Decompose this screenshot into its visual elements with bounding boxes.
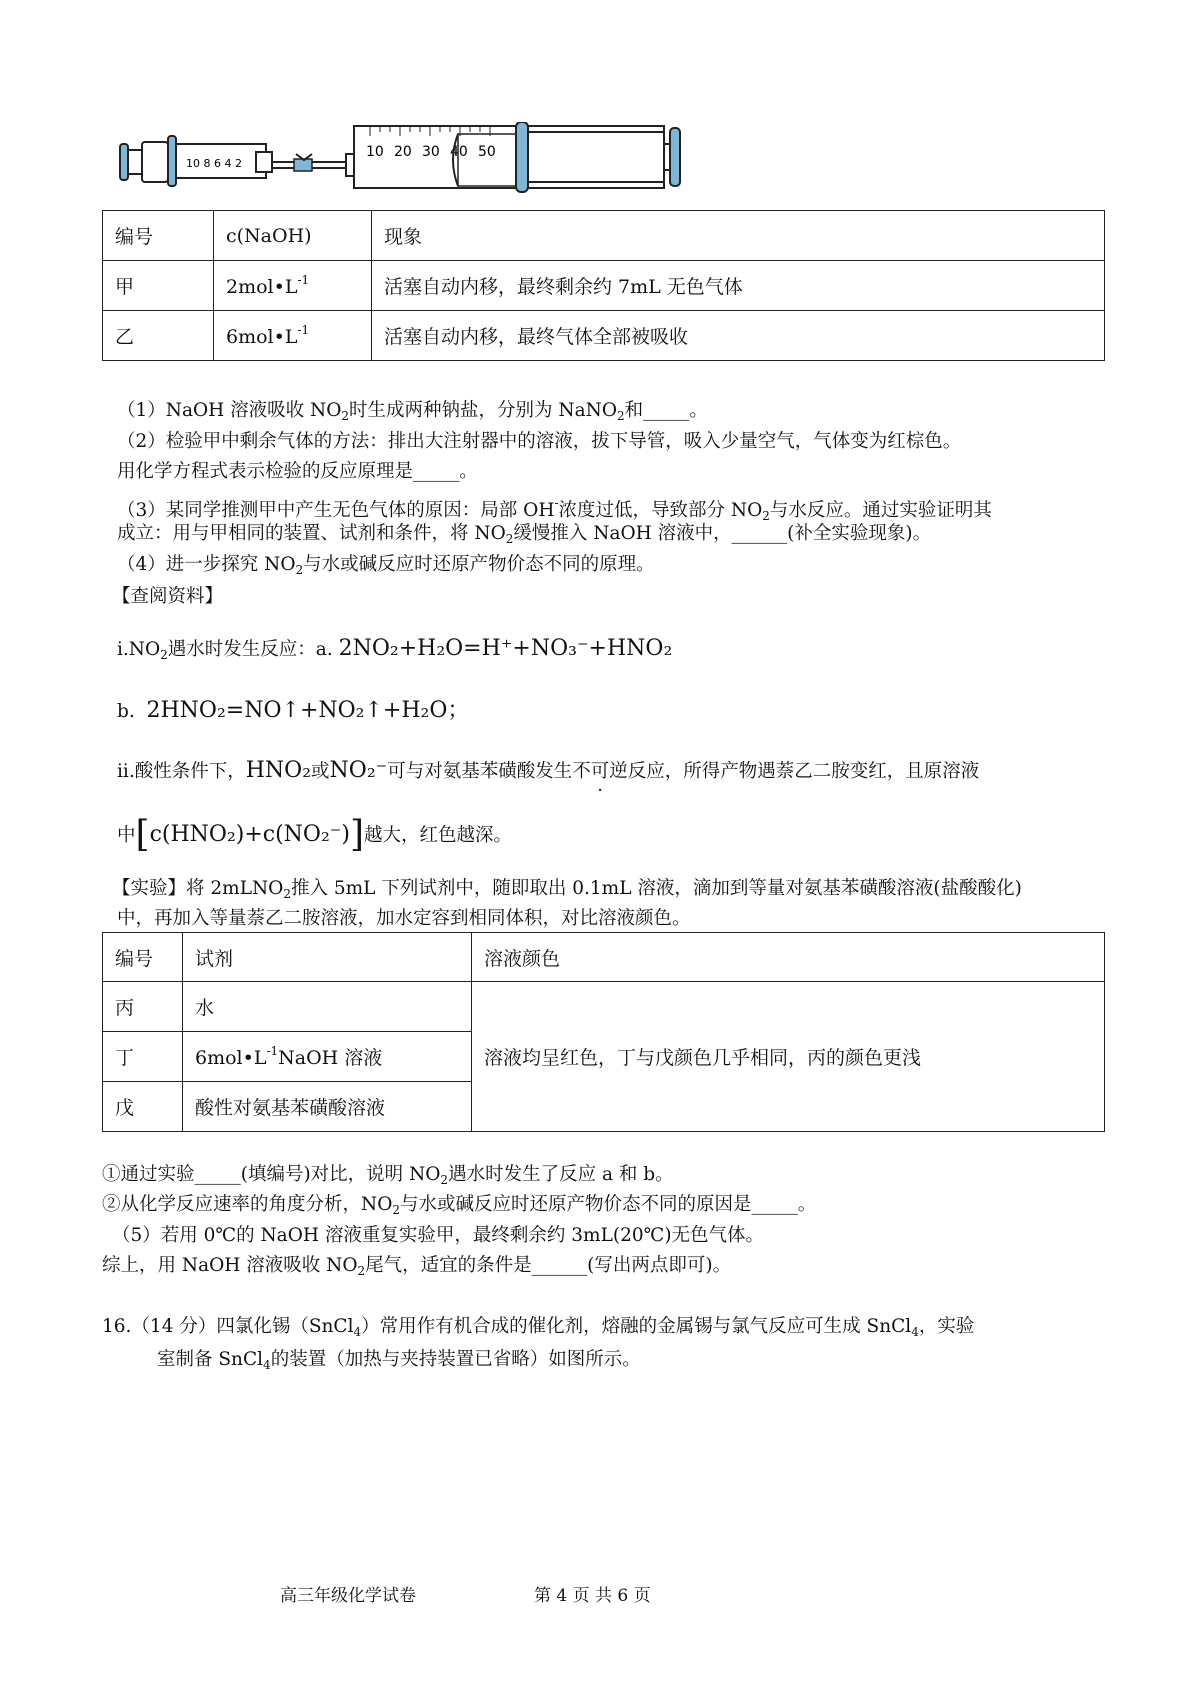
reference-b: b. 2HNO₂=NO↑+NO₂↑+H₂O； bbox=[117, 698, 470, 723]
sub-question-2: ②从化学反应速率的角度分析，$NO_2$与水或碱反应时还原产物价态不同的原因是_____。 bbox=[102, 1194, 817, 1217]
syringe-apparatus-figure bbox=[118, 122, 738, 202]
large-syringe-tick-10: 10 bbox=[366, 144, 384, 160]
sub-question-1: ①通过实验_____(填编号)对比，说明 $NO_2$遇水时发生了反应 a 和 b。 bbox=[102, 1164, 674, 1187]
question-3-line-1: （3）某同学推测甲中产生无色气体的原因：局部 OH-浓度过低，导致部分 $NO_2$与水反应。通过实验证明其 bbox=[117, 496, 992, 523]
large-syringe-tick-30: 30 bbox=[422, 144, 440, 160]
small-syringe-scale: 10 8 6 4 2 bbox=[186, 157, 242, 170]
table-row bbox=[103, 261, 1105, 311]
row-reagent: $6mol•L^{-1}NaOH$ 溶液 bbox=[183, 1032, 472, 1082]
header-id: 编号 bbox=[103, 211, 214, 261]
naoh-concentration-table bbox=[102, 210, 1105, 361]
reference-title: 【查阅资料】 bbox=[112, 586, 224, 607]
footer-title: 高三年级化学试卷 bbox=[280, 1586, 416, 1606]
question-2-line-1: （2）检验甲中剩余气体的方法：排出大注射器中的溶液，拔下导管，吸入少量空气，气体变为红棕色。 bbox=[117, 431, 962, 452]
table-header-row bbox=[103, 933, 1105, 982]
question-3-line-2: 成立：用与甲相同的装置、试剂和条件，将 $NO_2$缓慢推入 NaOH 溶液中，______(补全实验现象)。 bbox=[117, 523, 932, 546]
row-phenomenon: 活塞自动内移，最终剩余约 7mL 无色气体 bbox=[372, 261, 1105, 311]
conc-value: 6mol bbox=[226, 326, 274, 348]
reference-ii-line-1: ii.酸性条件下，HNO₂或NO₂⁻可与对氨基苯磺酸发生不可逆反应，所得产物遇萘乙二胺变红，且原溶液 bbox=[117, 758, 980, 783]
row-id: 丙 bbox=[103, 982, 183, 1032]
header-phenomenon: 现象 bbox=[372, 211, 1105, 261]
row-concentration: $6mol•L^{-1}$ bbox=[214, 311, 372, 361]
question-2-line-2: 用化学方程式表示检验的反应原理是_____。 bbox=[117, 461, 478, 482]
large-syringe-tick-40: 40 bbox=[450, 144, 468, 160]
header-color: 溶液颜色 bbox=[472, 933, 1105, 982]
row-concentration: $2mol•L^{-1}$ bbox=[214, 261, 372, 311]
question-5-line-2: 综上，用 NaOH 溶液吸收 $NO_2$尾气，适宜的条件是______(写出两点即可)。 bbox=[102, 1255, 732, 1278]
row-id: 甲 bbox=[103, 261, 214, 311]
question-5-line-1: （5）若用 0℃的 NaOH 溶液重复实验甲，最终剩余约 3mL(20℃)无色气体。 bbox=[112, 1225, 765, 1246]
reference-i: $i.NO_2$遇水时发生反应：a. 2NO₂+H₂O=H⁺+NO₃⁻+HNO₂ bbox=[117, 636, 673, 662]
header-reagent: 试剂 bbox=[183, 933, 472, 982]
table-row bbox=[103, 982, 1105, 1032]
conc-value: 2mol bbox=[226, 276, 274, 298]
experiment-line-1: 【实验】将 2mLNO$_2$推入 5mL 下列试剂中，随即取出 0.1mL 溶液，滴加到等量对氨基苯磺酸溶液(盐酸酸化) bbox=[112, 878, 1022, 901]
header-concentration: c(NaOH) bbox=[214, 211, 372, 261]
conc-exp: -1 bbox=[297, 323, 310, 337]
table-row bbox=[103, 311, 1105, 361]
row-reagent: 水 bbox=[183, 982, 472, 1032]
conc-exp: -1 bbox=[297, 273, 310, 287]
row-phenomenon: 活塞自动内移，最终气体全部被吸收 bbox=[372, 311, 1105, 361]
question-4: （4）进一步探究 $NO_2$与水或碱反应时还原产物价态不同的原理。 bbox=[117, 554, 655, 577]
row-reagent: 酸性对氨基苯磺酸溶液 bbox=[183, 1082, 472, 1132]
large-syringe-tick-20: 20 bbox=[394, 144, 412, 160]
question-16-line-1: 16.（14 分）四氯化锡（SnCl$_4$）常用作有机合成的催化剂，熔融的金属锡与氯气反应可生成 SnCl$_4$，实验 bbox=[102, 1316, 975, 1339]
question-1: （1）NaOH 溶液吸收 $NO_2$时生成两种钠盐，分别为 NaNO$_2$和_____。 bbox=[117, 400, 708, 423]
header-id: 编号 bbox=[103, 933, 183, 982]
reagent-color-table bbox=[102, 932, 1105, 1132]
large-syringe-tick-50: 50 bbox=[478, 144, 496, 160]
row-id: 戊 bbox=[103, 1082, 183, 1132]
row-id: 丁 bbox=[103, 1032, 183, 1082]
conc-unit: L bbox=[284, 276, 298, 298]
experiment-line-2: 中，再加入等量萘乙二胺溶液，加水定容到相同体积，对比溶液颜色。 bbox=[117, 908, 691, 929]
row-id: 乙 bbox=[103, 311, 214, 361]
conc-unit: L bbox=[284, 326, 298, 348]
table-header-row bbox=[103, 211, 1105, 261]
footer-page-number: 第 4 页 共 6 页 bbox=[534, 1586, 651, 1606]
color-result: 溶液均呈红色，丁与戊颜色几乎相同，丙的颜色更浅 bbox=[472, 982, 1105, 1132]
reference-ii-line-2: 中[c(HNO₂)+c(NO₂⁻)]越大，红色越深。 bbox=[117, 814, 513, 855]
question-16-line-2: 室制备 SnCl$_4$的装置（加热与夹持装置已省略）如图所示。 bbox=[157, 1349, 641, 1372]
